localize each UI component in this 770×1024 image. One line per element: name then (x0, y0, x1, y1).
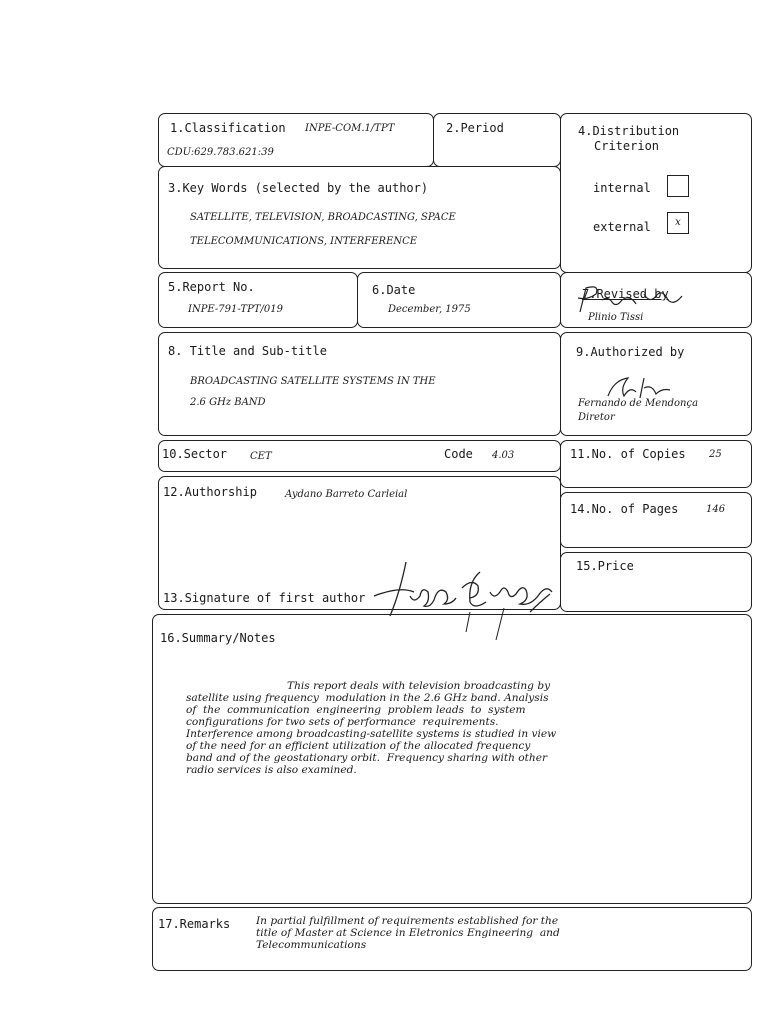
code-label: Code (444, 447, 473, 461)
report-no-label: 5.Report No. (168, 280, 255, 294)
key-words-label: 3.Key Words (selected by the author) (168, 181, 429, 195)
pages-box (560, 492, 752, 548)
authorized-name: Fernando de Mendonça (578, 398, 699, 409)
price-label: 15.Price (576, 559, 634, 573)
key-words-line2: TELECOMMUNICATIONS, INTERFERENCE (190, 236, 418, 247)
revised-name: Plinio Tissi (588, 312, 644, 323)
period-label: 2.Period (446, 121, 504, 135)
sector-value: CET (250, 451, 272, 462)
classification-label: 1.Classification (170, 121, 286, 135)
date-label: 6.Date (372, 283, 416, 297)
report-no-value: INPE-791-TPT/019 (188, 304, 283, 315)
pages-value: 146 (706, 504, 726, 515)
copies-label: 11.No. of Copies (570, 447, 686, 461)
authorship-label: 12.Authorship (163, 485, 257, 499)
key-words-line1: SATELLITE, TELEVISION, BROADCASTING, SPACE (190, 212, 456, 223)
summary-text: This report deals with television broadcasting by satellite using frequency modulation in the 2.6 GHz band. Analysis of the communication engineering problem leads to system configurations for two sets of performance requirements. Interference among broadcasting-satellite systems is studied in view of the need for an efficient utilization of the allocated frequency band and of the geostationary orbit. Frequency sharing with other radio services is also examined. (186, 680, 557, 776)
distribution-label: 4.Distribution (578, 124, 680, 138)
distribution-label-criterion: Criterion (594, 139, 660, 153)
authorized-role: Diretor (578, 412, 615, 423)
classification-value: INPE-COM.1/TPT (305, 123, 395, 134)
pages-label: 14.No. of Pages (570, 502, 679, 516)
title-line2: 2.6 GHz BAND (190, 397, 266, 408)
external-label: external (593, 220, 651, 234)
internal-label: internal (593, 181, 651, 195)
remarks-label: 17.Remarks (158, 917, 231, 931)
cdu-value: CDU:629.783.621:39 (167, 147, 274, 158)
signature-label: 13.Signature of first author (163, 591, 366, 605)
sector-label: 10.Sector (162, 447, 228, 461)
remarks-text: In partial fulfillment of requirements established for the title of Master at Science in Eletronics Engineering and Telecommunications (256, 915, 560, 951)
authorized-label: 9.Authorized by (576, 345, 685, 359)
internal-checkbox[interactable] (667, 175, 689, 197)
revised-label: 7.Revised by (582, 287, 669, 301)
authorship-value: Aydano Barreto Carleial (285, 489, 408, 500)
external-checkbox[interactable]: x (667, 212, 689, 234)
code-value: 4.03 (492, 450, 515, 461)
copies-value: 25 (709, 449, 722, 460)
date-value: December, 1975 (388, 304, 471, 315)
date-box (357, 272, 561, 328)
title-line1: BROADCASTING SATELLITE SYSTEMS IN THE (190, 376, 436, 387)
title-label: 8. Title and Sub-title (168, 344, 327, 358)
summary-label: 16.Summary/Notes (160, 631, 276, 645)
